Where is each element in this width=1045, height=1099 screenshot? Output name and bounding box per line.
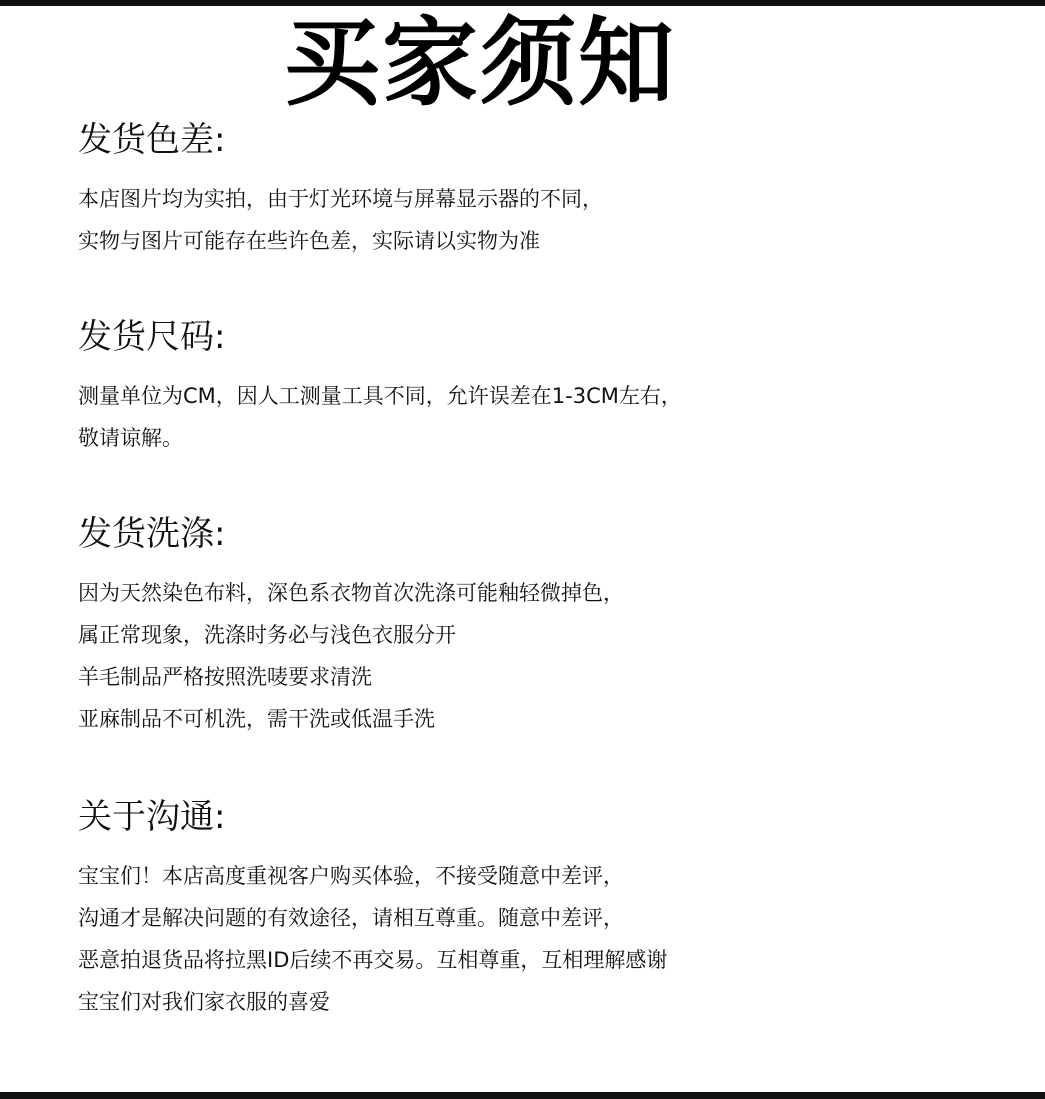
body-line: 实物与图片可能存在些许色差，实际请以实物为准: [78, 229, 540, 253]
section-communication: [78, 797, 978, 1023]
section-body: [78, 855, 978, 1023]
bottom-border: [0, 1092, 1045, 1099]
body-line: 本店图片均为实拍，由于灯光环境与屏幕显示器的不同，: [78, 187, 603, 211]
section-heading: 关于沟通:: [78, 797, 226, 837]
body-line: 因为天然染色布料，深色系衣物首次洗涤可能釉轻微掉色，: [78, 581, 624, 605]
section-size: [78, 317, 978, 459]
body-line: 敬请谅解。: [78, 426, 183, 450]
top-border: [0, 0, 1045, 6]
section-heading: 发货色差:: [78, 120, 226, 160]
body-line: 测量单位为CM，因人工测量工具不同，允许误差在1-3CM左右，: [78, 384, 682, 408]
section-washing: [78, 514, 978, 740]
section-color-difference: [78, 120, 978, 262]
body-line: 宝宝们对我们家衣服的喜爱: [78, 990, 330, 1014]
body-line: 宝宝们！本店高度重视客户购买体验，不接受随意中差评，: [78, 864, 624, 888]
body-line: 亚麻制品不可机洗，需干洗或低温手洗: [78, 707, 435, 731]
section-body: [78, 375, 978, 459]
body-line: 沟通才是解决问题的有效途径，请相互尊重。随意中差评，: [78, 906, 624, 930]
body-line: 恶意拍退货品将拉黑ID后续不再交易。互相尊重，互相理解感谢: [78, 948, 668, 972]
section-heading: 发货洗涤:: [78, 514, 226, 554]
section-heading: 发货尺码:: [78, 317, 226, 357]
section-body: [78, 178, 978, 262]
page-title: 买家须知: [284, 7, 676, 119]
section-body: [78, 572, 978, 740]
body-line: 属正常现象，洗涤时务必与浅色衣服分开: [78, 623, 456, 647]
body-line: 羊毛制品严格按照洗唛要求清洗: [78, 665, 372, 689]
